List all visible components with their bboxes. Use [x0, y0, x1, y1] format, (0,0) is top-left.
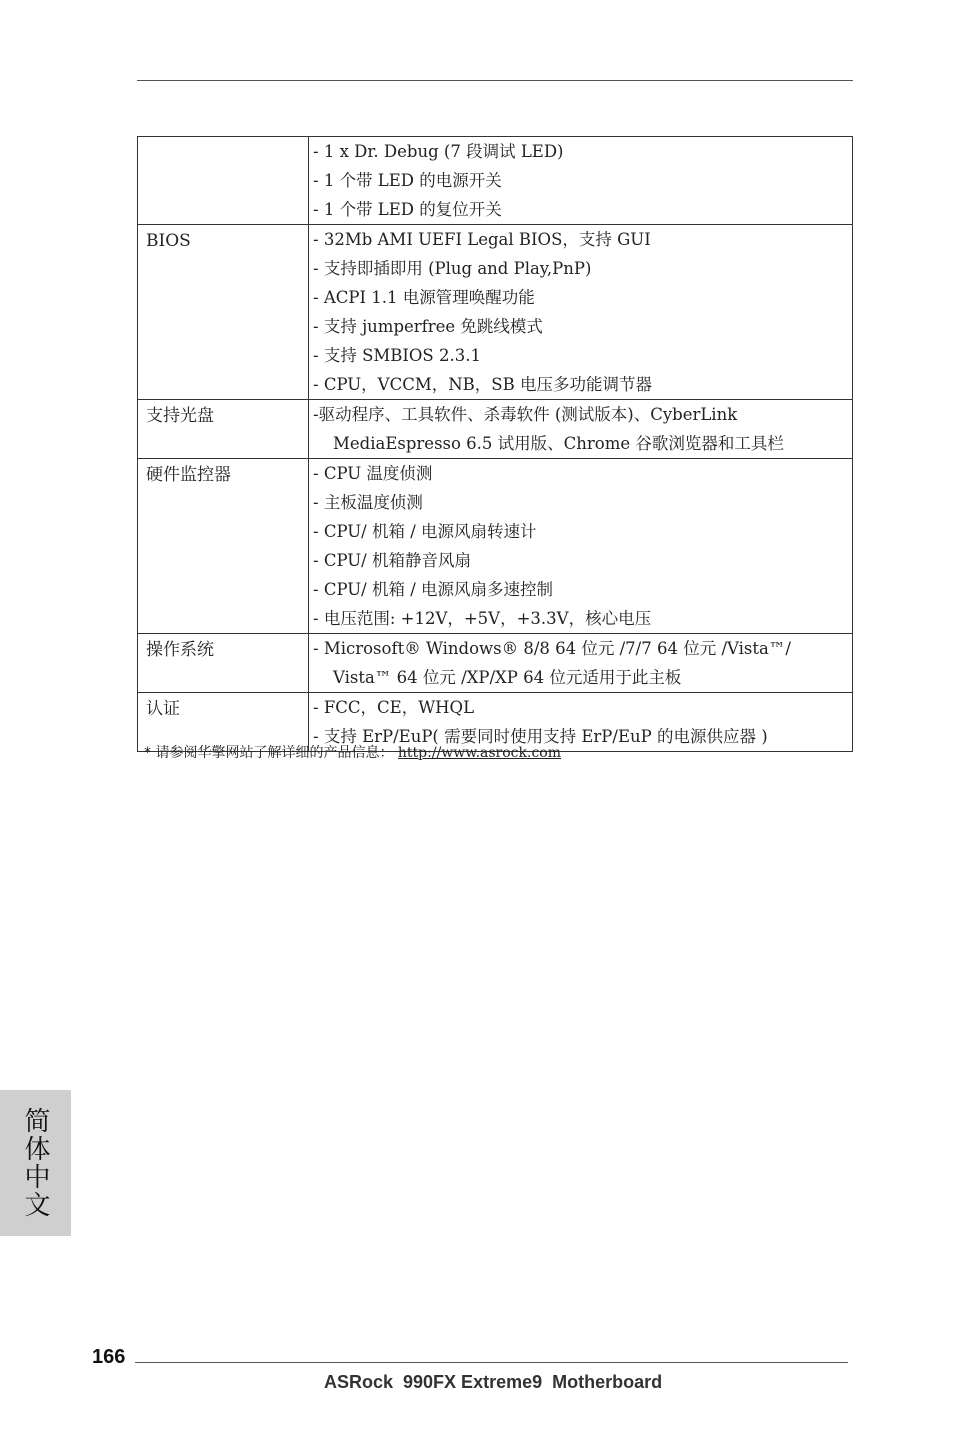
spec-line: - CPU 温度侦测	[313, 464, 433, 483]
header-rule	[137, 80, 853, 81]
row-value-cell	[309, 225, 853, 400]
language-side-tab	[0, 1090, 71, 1236]
spec-line: - 1 个带 LED 的复位开关	[313, 200, 502, 219]
table-row	[138, 225, 853, 400]
spec-line: - 1 个带 LED 的电源开关	[313, 171, 502, 190]
spec-line: - 电压范围: +12V，+5V，+3.3V，核心电压	[313, 609, 652, 628]
asrock-website-link[interactable]: http://www.asrock.com	[397, 745, 561, 761]
row-value-cell	[309, 400, 853, 459]
page-number: 166	[92, 1346, 126, 1368]
row-label-cell	[138, 459, 309, 634]
row-label-cell	[138, 634, 309, 693]
row-label-cell	[138, 225, 309, 400]
footnote	[144, 742, 561, 762]
footnote-text: * 请参阅华擎网站了解详细的产品信息：	[144, 745, 394, 761]
row-label: 硬件监控器	[146, 465, 231, 485]
row-label: 支持光盘	[146, 406, 214, 426]
spec-line: - ACPI 1.1 电源管理唤醒功能	[313, 288, 535, 307]
row-value-cell	[309, 634, 853, 693]
spec-line: MediaEspresso 6.5 试用版、Chrome 谷歌浏览器和工具栏	[333, 434, 784, 453]
spec-table	[137, 136, 853, 752]
row-label: 认证	[146, 699, 180, 719]
spec-line: Vista™ 64 位元 /XP/XP 64 位元适用于此主板	[333, 668, 682, 687]
table-row	[138, 137, 853, 225]
spec-line: - 支持 SMBIOS 2.3.1	[313, 346, 481, 365]
spec-line: - 32Mb AMI UEFI Legal BIOS，支持 GUI	[313, 230, 651, 249]
row-label: 操作系统	[146, 640, 214, 660]
language-label: 简体中文	[20, 1107, 50, 1219]
table-row	[138, 459, 853, 634]
table-row	[138, 634, 853, 693]
row-value-cell	[309, 459, 853, 634]
spec-line: - 1 x Dr. Debug (7 段调试 LED)	[313, 142, 564, 161]
spec-line: -驱动程序、工具软件、杀毒软件 (测试版本)、CyberLink	[313, 405, 738, 424]
footer-title: ASRock 990FX Extreme9 Motherboard	[324, 1372, 663, 1392]
spec-line: - Microsoft® Windows® 8/8 64 位元 /7/7 64 位元 /Vista™/	[313, 639, 791, 658]
spec-line: - CPU，VCCM，NB，SB 电压多功能调节器	[313, 375, 652, 394]
spec-line: - CPU/ 机箱 / 电源风扇多速控制	[313, 580, 554, 599]
footer-rule	[135, 1362, 848, 1363]
row-label-cell	[138, 137, 309, 225]
spec-line: - 支持 ErP/EuP( 需要同时使用支持 ErP/EuP 的电源供应器 )	[313, 727, 768, 746]
table-row	[138, 400, 853, 459]
spec-line: - 主板温度侦测	[313, 493, 423, 512]
spec-line: - 支持即插即用 (Plug and Play,PnP)	[313, 259, 592, 278]
row-value-cell	[309, 137, 853, 225]
spec-line: - FCC，CE，WHQL	[313, 698, 475, 717]
row-label-cell	[138, 400, 309, 459]
row-label	[138, 137, 308, 139]
spec-line: - CPU/ 机箱 / 电源风扇转速计	[313, 522, 537, 541]
spec-line: - CPU/ 机箱静音风扇	[313, 551, 471, 570]
row-label: BIOS	[146, 231, 191, 251]
spec-line: - 支持 jumperfree 免跳线模式	[313, 317, 543, 336]
